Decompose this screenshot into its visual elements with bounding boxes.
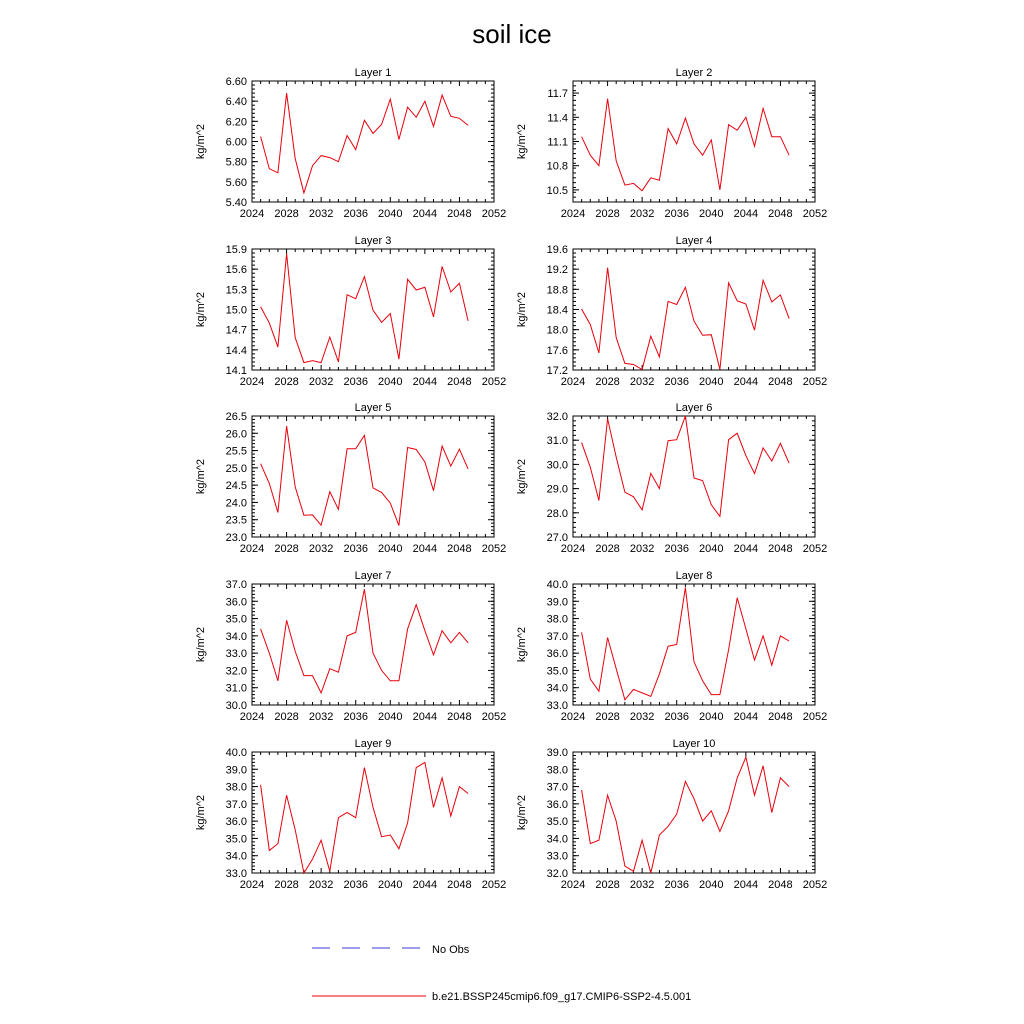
y-tick-label: 5.60 [225, 176, 247, 189]
panel-title: Layer 3 [354, 235, 392, 247]
series-line [582, 268, 790, 370]
y-tick-label: 39.0 [546, 596, 568, 609]
y-tick-label: 15.6 [225, 264, 247, 277]
y-tick-label: 33.0 [546, 700, 568, 712]
y-tick-label: 5.80 [225, 156, 247, 169]
x-tick-label: 2052 [481, 879, 507, 891]
x-tick-label: 2040 [378, 208, 403, 220]
y-tick-label: 32.0 [546, 868, 568, 880]
y-tick-label: 30.0 [546, 459, 568, 472]
x-tick-label: 2052 [802, 208, 828, 220]
panel-layer-6 [516, 402, 827, 555]
x-tick-label: 2036 [664, 376, 689, 388]
x-tick-label: 2048 [447, 711, 472, 723]
y-tick-label: 39.0 [546, 747, 568, 759]
plot-frame [252, 81, 494, 202]
y-tick-label: 35.0 [225, 833, 247, 846]
y-axis-label: kg/m^2 [516, 458, 528, 495]
x-tick-label: 2044 [412, 376, 438, 388]
series-line [582, 757, 790, 873]
x-tick-label: 2052 [802, 711, 828, 723]
panel-layer-3 [195, 235, 506, 388]
x-tick-label: 2040 [699, 543, 724, 555]
y-tick-label: 11.1 [547, 136, 568, 149]
y-tick-label: 36.0 [546, 648, 568, 661]
y-tick-label: 17.6 [546, 344, 568, 357]
y-tick-label: 31.0 [546, 435, 568, 448]
y-tick-label: 25.5 [225, 445, 247, 458]
y-tick-label: 37.0 [546, 781, 568, 794]
x-tick-label: 2048 [768, 208, 793, 220]
x-tick-label: 2024 [560, 711, 586, 723]
x-tick-label: 2052 [802, 376, 828, 388]
y-tick-label: 6.20 [225, 116, 247, 129]
x-tick-label: 2032 [308, 879, 334, 891]
x-tick-label: 2044 [733, 376, 759, 388]
x-tick-label: 2044 [733, 879, 759, 891]
series-line [261, 254, 469, 363]
panel-layer-7 [195, 570, 506, 723]
y-tick-label: 15.9 [225, 244, 247, 256]
y-tick-label: 15.3 [225, 284, 247, 297]
x-tick-label: 2024 [560, 879, 586, 891]
panel-layer-9 [195, 738, 506, 891]
x-tick-label: 2024 [560, 543, 586, 555]
y-tick-label: 18.8 [546, 284, 568, 297]
x-tick-label: 2040 [378, 376, 403, 388]
x-tick-label: 2032 [629, 543, 655, 555]
y-axis-label: kg/m^2 [195, 291, 207, 328]
series-line [261, 589, 469, 693]
y-tick-label: 29.0 [546, 483, 568, 496]
x-tick-label: 2040 [378, 543, 403, 555]
x-tick-label: 2032 [308, 376, 334, 388]
panel-layer-8 [516, 570, 827, 723]
x-tick-label: 2036 [343, 208, 368, 220]
x-tick-label: 2040 [378, 711, 403, 723]
x-tick-label: 2036 [343, 711, 368, 723]
y-tick-label: 14.4 [225, 344, 247, 357]
x-tick-label: 2048 [768, 879, 793, 891]
y-tick-label: 33.0 [225, 868, 247, 880]
y-tick-label: 25.0 [225, 462, 247, 475]
panel-title: Layer 4 [675, 235, 713, 247]
legend-model-label: b.e21.BSSP245cmip6.f09_g17.CMIP6-SSP2-4.5.001 [432, 991, 692, 1003]
y-tick-label: 10.8 [546, 160, 568, 173]
x-tick-label: 2040 [699, 376, 724, 388]
x-tick-label: 2024 [560, 208, 586, 220]
panel-layer-5 [195, 402, 506, 555]
y-tick-label: 35.0 [546, 665, 568, 678]
x-tick-label: 2028 [595, 879, 620, 891]
y-tick-label: 5.40 [225, 197, 247, 209]
x-tick-label: 2052 [481, 543, 507, 555]
y-tick-label: 23.0 [225, 532, 247, 544]
y-tick-label: 33.0 [546, 850, 568, 863]
x-tick-label: 2028 [274, 376, 299, 388]
panel-title: Layer 6 [675, 402, 713, 414]
x-tick-label: 2036 [664, 543, 689, 555]
x-tick-label: 2052 [481, 208, 507, 220]
y-tick-label: 24.0 [225, 497, 247, 510]
y-axis-label: kg/m^2 [195, 123, 207, 160]
series-line [582, 416, 790, 516]
series-line [261, 762, 469, 873]
figure-title: soil ice [472, 19, 552, 49]
x-tick-label: 2048 [447, 543, 472, 555]
x-tick-label: 2028 [274, 711, 299, 723]
panel-title: Layer 10 [672, 738, 716, 750]
y-tick-label: 30.0 [225, 700, 247, 712]
x-tick-label: 2028 [274, 879, 299, 891]
x-tick-label: 2036 [664, 711, 689, 723]
x-tick-label: 2024 [560, 376, 586, 388]
panel-title: Layer 2 [675, 67, 713, 79]
x-tick-label: 2048 [768, 711, 793, 723]
y-tick-label: 6.00 [225, 136, 247, 149]
y-tick-label: 34.0 [546, 833, 568, 846]
y-tick-label: 28.0 [546, 507, 568, 520]
series-line [582, 99, 790, 191]
y-tick-label: 18.0 [546, 324, 568, 337]
y-tick-label: 34.0 [225, 630, 247, 643]
x-tick-label: 2032 [308, 543, 334, 555]
panel-title: Layer 5 [354, 402, 392, 414]
y-tick-label: 24.5 [225, 480, 247, 493]
x-tick-label: 2032 [629, 879, 655, 891]
y-tick-label: 19.6 [546, 244, 568, 256]
x-tick-label: 2032 [308, 208, 334, 220]
x-tick-label: 2044 [412, 711, 438, 723]
y-tick-label: 15.0 [225, 304, 247, 317]
x-tick-label: 2052 [802, 543, 828, 555]
y-tick-label: 40.0 [546, 579, 568, 591]
x-tick-label: 2044 [733, 711, 759, 723]
series-line [261, 426, 469, 526]
y-tick-label: 17.2 [546, 365, 568, 377]
y-tick-label: 31.0 [225, 682, 247, 695]
x-tick-label: 2032 [629, 711, 655, 723]
x-tick-label: 2040 [699, 208, 724, 220]
plot-frame [252, 752, 494, 873]
y-axis-label: kg/m^2 [516, 626, 528, 663]
y-tick-label: 14.1 [225, 365, 247, 377]
x-tick-label: 2040 [699, 711, 724, 723]
y-tick-label: 36.0 [546, 798, 568, 811]
y-tick-label: 6.60 [225, 76, 247, 88]
panel-layer-2 [516, 67, 827, 220]
x-tick-label: 2036 [664, 879, 689, 891]
y-tick-label: 38.0 [546, 613, 568, 626]
x-tick-label: 2048 [447, 879, 472, 891]
y-tick-label: 10.5 [546, 184, 568, 197]
y-tick-label: 37.0 [546, 630, 568, 643]
x-tick-label: 2028 [595, 711, 620, 723]
y-tick-label: 33.0 [225, 648, 247, 661]
x-tick-label: 2044 [412, 879, 438, 891]
y-tick-label: 6.40 [225, 96, 247, 109]
y-tick-label: 11.4 [547, 112, 568, 125]
x-tick-label: 2052 [802, 879, 828, 891]
x-tick-label: 2036 [343, 879, 368, 891]
y-tick-label: 38.0 [546, 764, 568, 777]
x-tick-label: 2024 [239, 208, 265, 220]
x-tick-label: 2044 [412, 208, 438, 220]
y-tick-label: 27.0 [546, 532, 568, 544]
x-tick-label: 2040 [378, 879, 403, 891]
x-tick-label: 2032 [629, 208, 655, 220]
y-tick-label: 11.7 [547, 88, 568, 101]
panel-title: Layer 8 [675, 570, 713, 582]
x-tick-label: 2024 [239, 376, 265, 388]
x-tick-label: 2028 [274, 543, 299, 555]
y-tick-label: 36.0 [225, 596, 247, 609]
legend [312, 944, 691, 1003]
x-tick-label: 2052 [481, 711, 507, 723]
x-tick-label: 2028 [595, 376, 620, 388]
y-axis-label: kg/m^2 [516, 291, 528, 328]
series-line [582, 588, 790, 700]
y-tick-label: 34.0 [546, 682, 568, 695]
y-tick-label: 32.0 [225, 665, 247, 678]
x-tick-label: 2024 [239, 543, 265, 555]
panel-title: Layer 9 [354, 738, 392, 750]
y-axis-label: kg/m^2 [195, 458, 207, 495]
y-axis-label: kg/m^2 [516, 123, 528, 160]
y-tick-label: 14.7 [225, 324, 247, 337]
y-tick-label: 39.0 [225, 764, 247, 777]
plot-frame [573, 752, 815, 873]
x-tick-label: 2052 [481, 376, 507, 388]
panel-layer-1 [195, 67, 506, 220]
x-tick-label: 2036 [343, 543, 368, 555]
x-tick-label: 2048 [768, 543, 793, 555]
y-tick-label: 35.0 [225, 613, 247, 626]
panels [195, 67, 827, 891]
y-axis-label: kg/m^2 [195, 794, 207, 831]
x-tick-label: 2044 [412, 543, 438, 555]
x-tick-label: 2024 [239, 879, 265, 891]
x-tick-label: 2028 [595, 208, 620, 220]
y-tick-label: 37.0 [225, 579, 247, 591]
y-tick-label: 38.0 [225, 781, 247, 794]
x-tick-label: 2036 [343, 376, 368, 388]
x-tick-label: 2028 [595, 543, 620, 555]
x-tick-label: 2032 [308, 711, 334, 723]
x-tick-label: 2048 [447, 208, 472, 220]
y-tick-label: 26.5 [225, 411, 247, 423]
plot-frame [573, 81, 815, 202]
y-tick-label: 34.0 [225, 850, 247, 863]
x-tick-label: 2036 [664, 208, 689, 220]
plot-frame [252, 416, 494, 537]
x-tick-label: 2028 [274, 208, 299, 220]
plot-frame [573, 249, 815, 370]
plot-frame [252, 584, 494, 705]
x-tick-label: 2024 [239, 711, 265, 723]
x-tick-label: 2032 [629, 376, 655, 388]
x-tick-label: 2048 [768, 376, 793, 388]
y-axis-label: kg/m^2 [516, 794, 528, 831]
panel-title: Layer 1 [354, 67, 392, 79]
panel-layer-4 [516, 235, 827, 388]
panel-title: Layer 7 [354, 570, 392, 582]
x-tick-label: 2040 [699, 879, 724, 891]
y-tick-label: 23.5 [225, 514, 247, 527]
y-tick-label: 35.0 [546, 816, 568, 829]
x-tick-label: 2044 [733, 208, 759, 220]
y-tick-label: 37.0 [225, 798, 247, 811]
x-tick-label: 2048 [447, 376, 472, 388]
y-axis-label: kg/m^2 [195, 626, 207, 663]
y-tick-label: 19.2 [546, 264, 568, 277]
series-line [261, 93, 469, 193]
y-tick-label: 18.4 [546, 304, 568, 317]
y-tick-label: 40.0 [225, 747, 247, 759]
y-tick-label: 32.0 [546, 411, 568, 423]
y-tick-label: 36.0 [225, 816, 247, 829]
y-tick-label: 26.0 [225, 428, 247, 441]
panel-layer-10 [516, 738, 827, 891]
x-tick-label: 2044 [733, 543, 759, 555]
legend-obs-label: No Obs [432, 944, 470, 956]
